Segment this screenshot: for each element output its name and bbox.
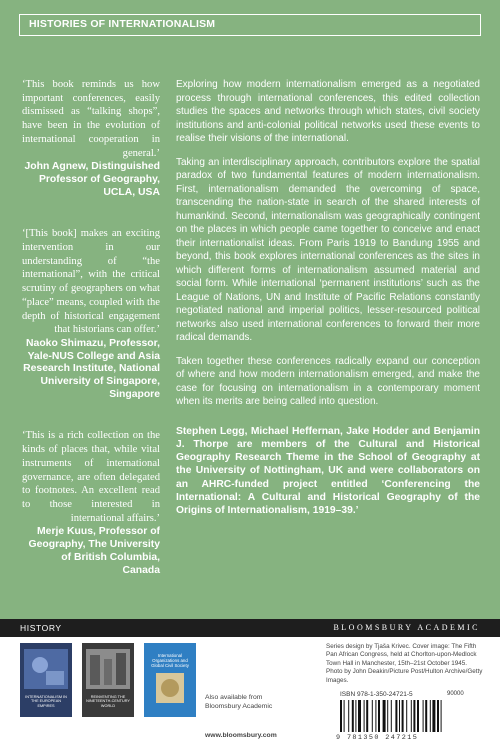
book-description: [176, 78, 480, 528]
series-book-cover-2[interactable]: [82, 643, 134, 717]
endorsements-column: [22, 78, 160, 605]
barcode-digits: 9 781350 247215: [336, 734, 419, 742]
quote-text: ‘This book reminds us how important conferences, easily dismissed as “talking shops”, have been in the evolution of international cooperation in general.’: [22, 79, 160, 159]
cover-title: INTERNATIONALISM IN THE EUROPEAN EMPIRES: [25, 695, 67, 708]
quote-author: John Agnew, Distinguished Professor of Geography, UCLA, USA: [24, 161, 160, 198]
cover-title: REINVENTING THE NINETEENTH-CENTURY WORLD: [86, 695, 130, 708]
endorsement-1: [22, 78, 160, 199]
endorsement-3: [22, 429, 160, 577]
description-paragraph-1: Exploring how modern internationalism emerged as a negotiated process through international conferences, this edited collection studies the spaces and networks through which states, civil society institutions and anti-colonial political networks used these events to realise their visions of the international.: [176, 79, 480, 144]
quote-author: Merje Kuus, Professor of Geography, The University of British Columbia, Canada: [28, 526, 160, 576]
publisher-website[interactable]: www.bloomsbury.com: [205, 732, 277, 739]
description-paragraph-3: Taken together these conferences radically expand our conception of where and how modern internationalism emerged, and make the case for focusing on internationalism in a contemporary moment when its merits are being called into question.: [176, 355, 480, 407]
cover-credit: Series design by Tjaša Krivec. Cover image: The Fifth Pan African Congress, held at Chorlton-upon-Medlock Town Hall in Manchester, 15th–21st October 1945. Photo by John Deakin/Picture Post/Hulton Archive/Getty Images.: [326, 643, 483, 684]
editors-bio: Stephen Legg, Michael Heffernan, Jake Hodder and Benjamin J. Thorpe are members of the Cultural and Historical Geography Research Theme in the School of Geography at the University of Nottingham, UK and were collaborators on an AHRC-funded project entitled ‘Conferencing the International: A Cultural and Historical Geography of the Origins of Internationalism, 1919–39.’: [176, 425, 480, 517]
cover-title: International Organizations and Global Civil Society: [151, 653, 189, 668]
publisher-name: BLOOMSBURY ACADEMIC: [333, 623, 480, 632]
quote-text: ‘[This book] makes an exciting intervention in our understanding of “the international”, with the critical scrutiny of geographers on what “place” means, coupled with the depth of historical engagement that historians can offer.’: [22, 228, 160, 336]
publisher-bar: [0, 619, 500, 637]
quote-author: Naoko Shimazu, Professor, Yale-NUS College and Asia Research Institute, National University of Singapore, Singapore: [23, 337, 160, 400]
quote-text: ‘This is a rich collection on the kinds of places that, while vital instruments of international governance, are often delegated to footnotes. An excellent read to those interested in international affairs.’: [22, 430, 160, 524]
isbn: ISBN 978-1-350-24721-5: [340, 691, 413, 698]
barcode: [340, 700, 466, 732]
description-paragraph-2: Taking an interdisciplinary approach, contributors explore the spatial paradox of two fundamental features of modern internationalism. First, internationalism demanded the overcoming of space, transcending the nation-state in search of the shared interests of humankind. Second, internationalism was geographically contingent on the places in which people came together to conceive and enact their internationalist ideas. From Paris 1919 to Bandung 1955 and beyond, this book explores international conferences as the sites in which different forms of internationalism assumed material and social form. While international ‘permanent institutions’ such as the League of Nations, UN and Institute of Pacific Relations constantly negotiated national and imperial politics, lesser-resourced political networks also used international conferences to forward their more radical demands.: [176, 156, 480, 343]
series-book-cover-1[interactable]: [20, 643, 72, 717]
series-title-box: [19, 14, 481, 36]
price-code: 90000: [447, 691, 464, 697]
series-book-cover-3[interactable]: [144, 643, 196, 717]
also-available-label: Also available from Bloomsbury Academic: [205, 694, 273, 710]
series-title: HISTORIES OF INTERNATIONALISM: [29, 18, 216, 30]
bottom-band: [0, 619, 500, 750]
category-label: HISTORY: [20, 623, 62, 633]
endorsement-2: [22, 227, 160, 401]
